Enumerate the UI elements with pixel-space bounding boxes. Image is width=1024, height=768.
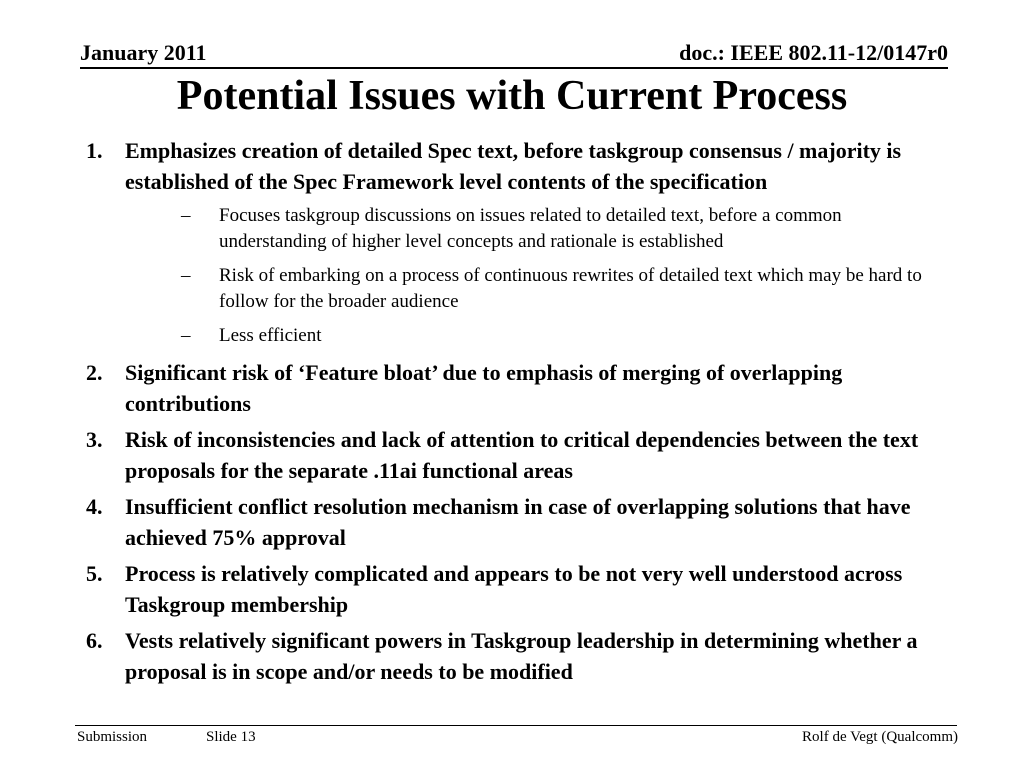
slide-title: Potential Issues with Current Process	[176, 73, 848, 119]
list-item	[83, 491, 953, 553]
header-doc-id: doc.: IEEE 802.11-12/0147r0	[679, 40, 948, 65]
item-text: Vests relatively significant powers in Taskgroup leadership in determining whether a proposal is in scope and/or needs to be modified	[125, 628, 918, 684]
item-number: 5.	[86, 561, 103, 586]
sub-item-text: Risk of embarking on a process of continuous rewrites of detailed text which may be hard to follow for the broader audience	[219, 265, 922, 312]
slide-content	[83, 135, 953, 692]
list-item	[83, 424, 953, 486]
item-text: Insufficient conflict resolution mechanism in case of overlapping solutions that have achieved 75% approval	[125, 494, 911, 550]
item-text: Significant risk of ‘Feature bloat’ due to emphasis of merging of overlapping contributions	[125, 360, 843, 416]
dash-bullet: –	[181, 325, 191, 346]
sub-list	[125, 203, 953, 349]
header-divider	[80, 67, 948, 69]
item-number: 4.	[86, 494, 103, 519]
list-item	[83, 135, 953, 349]
list-item	[83, 357, 953, 419]
item-text: Process is relatively complicated and appears to be not very well understood across Taskgroup membership	[125, 561, 903, 617]
footer-author: Rolf de Vegt (Qualcomm)	[802, 729, 958, 745]
item-number: 6.	[86, 628, 103, 653]
sub-item	[167, 263, 953, 315]
item-text: Emphasizes creation of detailed Spec text, before taskgroup consensus / majority is established of the Spec Framework level contents of the specification	[125, 138, 902, 194]
list-item	[83, 558, 953, 620]
header-date: January 2011	[80, 40, 207, 65]
item-number: 1.	[86, 138, 103, 163]
dash-bullet: –	[181, 265, 191, 286]
sub-item	[167, 323, 953, 349]
item-text: Risk of inconsistencies and lack of attention to critical dependencies between the text proposals for the separate .11ai functional areas	[125, 427, 919, 483]
sub-item-text: Focuses taskgroup discussions on issues related to detailed text, before a common understanding of higher level concepts and rationale is established	[219, 205, 842, 252]
list-item	[83, 625, 953, 687]
sub-item-text: Less efficient	[219, 325, 322, 346]
item-number: 2.	[86, 360, 103, 385]
item-number: 3.	[86, 427, 103, 452]
dash-bullet: –	[181, 205, 191, 226]
footer-slide-number: Slide 13	[206, 729, 256, 745]
footer-submission: Submission	[77, 729, 148, 745]
sub-item	[167, 203, 953, 255]
footer-divider	[75, 725, 957, 726]
